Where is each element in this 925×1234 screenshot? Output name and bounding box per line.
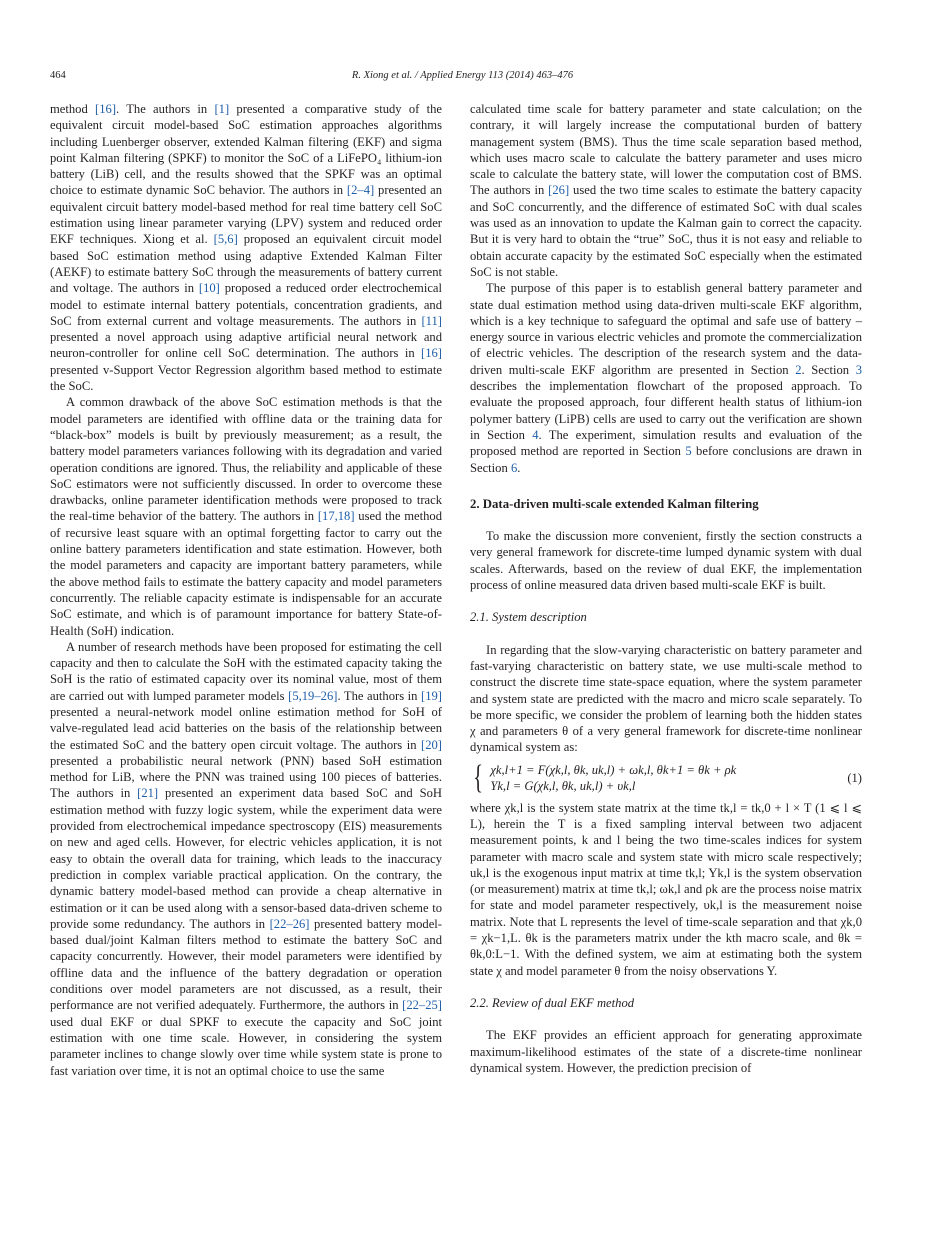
right-column: [470, 101, 862, 1076]
citation-link[interactable]: [5,19–26]: [288, 688, 338, 703]
citation-link[interactable]: [17,18]: [317, 509, 355, 524]
section-heading: 2. Data-driven multi-scale extended Kalman filtering: [470, 496, 759, 511]
citation-link[interactable]: 5: [685, 444, 692, 459]
paragraph: A number of research methods have been proposed for estimating the cell capacity and then to calculate the SoH with the estimated capacity taking the SoH is the ratio of estimated capacity over its nominal value, most of them are carried out with lumped parameter models [5,19–26]. The authors in [19] presented a neural-network model online estimation method for SoH of valve-regulated lead acid batteries on the basis of the relationship between the estimated SoC and the battery open circuit voltage. The authors in [20] presented a probabilistic neural network (PNN) based SoH estimation method for LiB, where the PNN was trained using 100 pieces of batteries. The authors in [21] presented an experiment data based SoC and SoH estimation method with fuzzy logic system, while the experiment data were provided from electrochemical impedance spectroscopy (EIS) measurements on new and aged cells. However, for electric vehicles application, it is not easy to obtain the overall data for training, which leads to the inaccuracy prediction in complex variable practical application. On the contrary, the dynamic battery model-based method can provide a cheap alternative in estimation or it can be used along with a sensor-based data-driven scheme to provide some redundancy. The authors in [22–26] presented battery model-based dual/joint Kalman filters method to estimate the battery SoC and capacity concurrently. However, their model parameters were identified by offline data and the influence of the battery degradation or operation conditions over model parameters are not discussed, as a result, their performance are not verified adequately. Furthermore, the authors in [22–25] used dual EKF or dual SPKF to execute the capacity and SoC joint estimation with one time scale. However, in considering the system parameter inclines to change slowly over time while system state is prone to fast variation over time, it is not an optimal choice to use the same: [50, 639, 442, 1078]
paragraph: calculated time scale for battery parameter and state calculation; on the contrary, it will largely increase the computational burden of battery management system (BMS). Thus the time scale separation based method, which uses macro scale to calculate the battery parameter and uses micro scale to calculate the battery state, will lower the computation cost of BMS. The authors in [26] used the two time scales to estimate the battery capacity and SoC concurrently, and the difference of estimated SoC with dual scales was used as an innovation to update the Kalman gain to correct the capacity. But it is very hard to obtain the “true” SoC, thus it is not easy and reliable to obtain accurate capacity by the estimated SoC especially when the estimated SoC is not stable.: [470, 102, 862, 279]
equation-number: (1): [847, 770, 862, 785]
citation-link[interactable]: [16]: [421, 346, 442, 361]
equation-1: [470, 758, 862, 796]
citation-link[interactable]: [16]: [95, 102, 117, 116]
subsection-heading: 2.1. System description: [470, 610, 587, 625]
citation-link[interactable]: 2: [795, 362, 802, 377]
citation-link[interactable]: [20]: [421, 737, 442, 752]
paragraph: The EKF provides an efficient approach for generating approximate maximum-likelihood estimates of the state of a discrete-time nonlinear dynamical system. However, the prediction precision of: [470, 1028, 862, 1075]
citation-link[interactable]: [5,6]: [213, 232, 238, 247]
paragraph: The purpose of this paper is to establish general battery parameter and state dual estimation method using data-driven multi-scale EKF algorithm, which is a key technique to safeguard the optimal and safe use of battery – energy source in various electric vehicles and promote the commercialization of electric vehicles. The description of the research system and the data-driven multi-scale EKF algorithm are presented in Section 2. Section 3 describes the implementation flowchart of the proposed approach. To evaluate the proposed approach, four different health status of lithium-ion polymer battery (LiPB) cells are used to carry out the verification are shown in Section 4. The experiment, simulation results and evaluation of the proposed method are reported in Section 5 before conclusions are drawn in Section 6.: [470, 281, 862, 475]
equation-line: χk,l+1 = F(χk,l, θk, uk,l) + ωk,l, θk+1 = θk + ρk: [490, 762, 737, 777]
paragraph: method [16]. The authors in [1] presented a comparative study of the equivalent circuit model-based SoC estimation approaches algorithms including Luenberger observer, extended Kalman filtering (EKF) and sigma point Kalman filtering (SPKF) to monitor the SoC of a LiFePO₄ lithium-ion battery (LiB) cell, and the results showed that the SPKF was an optimal choice to estimate dynamic SoC behavior. The authors in [2–4] presented an equivalent circuit battery model-based method for real time battery cell SoC estimation using linear parameter varying (LPV) system and reduced order EKF techniques. Xiong et al. [5,6] proposed an equivalent circuit model based SoC estimation method using adaptive Extended Kalman Filter (AEKF) to estimate battery SoC through the measurements of battery current and voltage. The authors in [10] proposed a reduced order electrochemical model to estimate internal battery potentials, concentration gradients, and SoC from external current and voltage measurements. The authors in [11] presented a novel approach using adaptive artificial neural network and neuron-controller for online cell SoC determination. The authors in [16] presented v-Support Vector Regression algorithm based method to estimate the SoC.: [50, 102, 442, 394]
subsection-heading: 2.2. Review of dual EKF method: [470, 995, 635, 1010]
citation-link[interactable]: [22–26]: [269, 916, 310, 931]
left-column: [50, 101, 442, 1079]
paragraph: where χk,l is the system state matrix at the time tk,l = tk,0 + l × T (1 ⩽ l ⩽ L), herein the T is a fixed sampling interval between two adjacent measurement points, k and l being the two time-scales indices for system parameter with macro scale and system state with micro scale respectively; uk,l is the exogenous input matrix at time tk,l; Yk,l is the system observation (or measurement) matrix at time tk,l; ωk,l and ρk are the process noise matrix for state and model parameter respectively, υk,l is the measurement noise matrix. Note that L represents the level of time-scale separation and that χk,0 = χk−1,L. θk is the parameters matrix under the kth macro scale, and θk = θk,0:L−1. With the defined system, we aim at estimating both the system state χ and model parameter θ from the noisy observations Y.: [470, 800, 862, 978]
citation-link[interactable]: [1]: [214, 102, 230, 116]
paragraph: In regarding that the slow-varying characteristic on battery parameter and fast-varying characteristic on battery state, we use multi-scale method to construct the discrete time state-space equation, where the system parameter and system state are predicted with the macro and micro scale separately. To be more specific, we consider the problem of learning both the hidden states χ and parameters θ of a very general framework for discrete-time nonlinear dynamical system as:: [470, 642, 862, 755]
citation-link[interactable]: [21]: [137, 786, 159, 801]
citation-link[interactable]: 4: [532, 427, 539, 442]
citation-link[interactable]: [26]: [548, 183, 570, 198]
citation-link[interactable]: [10]: [198, 281, 220, 296]
citation-link[interactable]: 3: [855, 362, 862, 377]
citation-link[interactable]: [19]: [421, 688, 442, 703]
citation-link[interactable]: [22–25]: [402, 998, 442, 1013]
citation-link[interactable]: [2–4]: [346, 183, 375, 198]
equation-line: Yk,l = G(χk,l, θk, uk,l) + υk,l: [490, 778, 636, 793]
paragraph: A common drawback of the above SoC estimation methods is that the model parameters are identified with offline data or the training data for “black-box” models is built by previously measurement; as a result, the battery model parameters variances following with its degradation and varied operation conditions are ignored. Thus, the reliability and applicable of these SoC estimators were not sufficiently discussed. In order to overcome these drawbacks, online parameter identification methods were proposed to track the real-time behavior of the battery. The authors in [17,18] used the method of recursive least square with an optimal forgetting factor to carry out the online battery parameters identification and state estimation. However, both the model parameters and capacity are important battery parameters, while the above method fails to estimate the battery capacity and model parameters concurrently. The reliable capacity estimate is indispensable for an accurate SoC estimate, and which is of paramount importance for battery State-of-Health (SoH) indication.: [50, 395, 442, 638]
citation-link[interactable]: 6: [510, 460, 518, 475]
citation-link[interactable]: [11]: [421, 313, 442, 328]
equation-brace: {: [473, 758, 484, 796]
running-header: R. Xiong et al. / Applied Energy 113 (2014) 463–476: [351, 70, 574, 81]
paragraph: To make the discussion more convenient, firstly the section constructs a very general framework for discrete-time lumped dynamic system with dual scales. Afterwards, based on the review of dual EKF, the implementation process of online measured data driven based multi-scale EKF is built.: [470, 529, 862, 593]
page-number: 464: [50, 70, 66, 81]
